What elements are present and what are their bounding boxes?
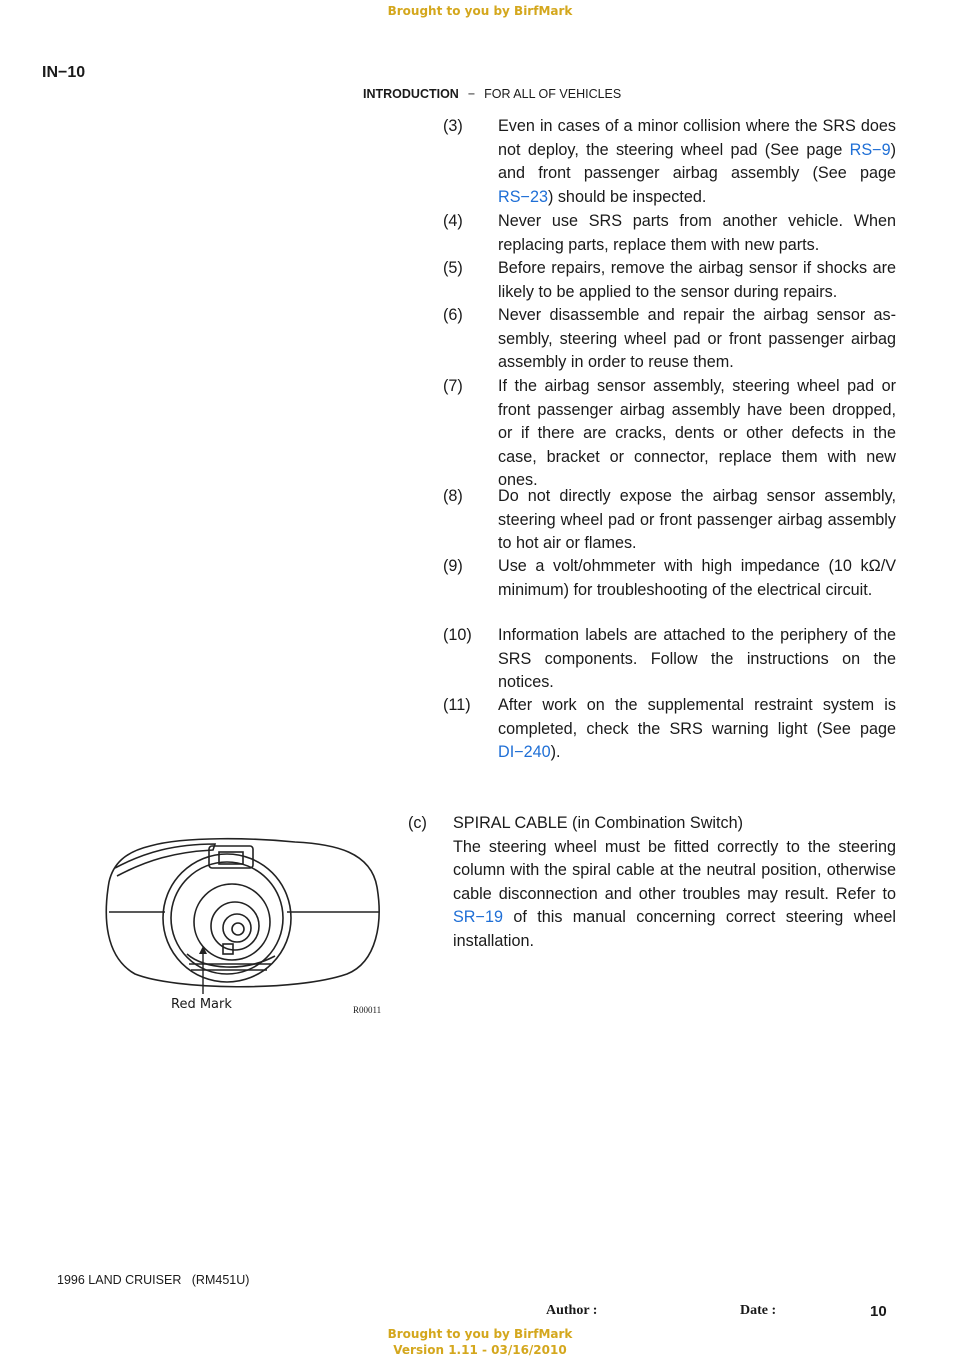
header-subsection: FOR ALL OF VEHICLES xyxy=(484,87,622,101)
spiral-cable-section xyxy=(408,812,896,953)
item-text: After work on the supplemental restraint system is completed, check the SRS warning light (See page DI−240). xyxy=(498,696,896,761)
item-text: Never disassemble and repair the airbag sensor assembly, steering wheel pad or front passenger airbag assembly in order to reuse them. xyxy=(498,306,896,371)
section-title: SPIRAL CABLE (in Combination Switch) xyxy=(453,814,743,832)
item-text: Information labels are attached to the periphery of the SRS components. Follow the instructions on the notices. xyxy=(498,626,896,691)
item-number: (7) xyxy=(443,377,463,395)
header-dash: − xyxy=(467,87,476,101)
watermark-bottom xyxy=(0,1326,960,1358)
item-number: (3) xyxy=(443,117,463,135)
footer-vehicle: 1996 LAND CRUISER (RM451U) xyxy=(57,1273,250,1287)
item-text: Never use SRS parts from another vehicle. When replacing parts, replace them with new parts. xyxy=(498,212,896,254)
item-number: (9) xyxy=(443,557,463,575)
section-paragraph: The steering wheel must be fitted correctly to the steering column with the spiral cable at the neutral position, otherwise cable disconnection and other troubles may result. Refer to SR−19 of this manual concerning correct steering wheel installation. xyxy=(453,837,896,950)
list-item xyxy=(443,375,896,493)
xref-link-di240[interactable]: DI−240 xyxy=(498,743,551,761)
list-item xyxy=(443,210,896,257)
list-item xyxy=(443,257,896,304)
spiral-cable-figure xyxy=(95,822,395,1022)
item-number: (11) xyxy=(443,696,471,714)
list-item xyxy=(443,115,896,209)
section-number: (c) xyxy=(408,814,427,832)
list-item xyxy=(443,304,896,375)
item-number: (4) xyxy=(443,212,463,230)
list-item xyxy=(443,485,896,556)
item-text: Before repairs, remove the airbag sensor if shocks are likely to be applied to the sensor during repairs. xyxy=(498,259,896,301)
item-number: (8) xyxy=(443,487,463,505)
item-number: (6) xyxy=(443,306,463,324)
xref-link-rs23[interactable]: RS−23 xyxy=(498,187,548,206)
list-item xyxy=(443,624,896,695)
item-number: (10) xyxy=(443,626,472,644)
page-header xyxy=(363,87,621,101)
item-text: Use a volt/ohmmeter with high impedance (10 kΩ/V minimum) for troubleshooting of the electrical circuit. xyxy=(498,557,896,599)
item-text: If the airbag sensor assembly, steering wheel pad or front passenger airbag assembly have been dropped, or if there are cracks, dents or other defects in the case, bracket or connector, replace them with new ones. xyxy=(498,377,896,489)
xref-link-sr19[interactable]: SR−19 xyxy=(453,908,503,926)
footer-author: Author : xyxy=(546,1303,598,1318)
footer-page-number: 10 xyxy=(870,1303,887,1320)
list-item xyxy=(443,694,896,765)
list-item xyxy=(443,555,896,602)
page-code: IN−10 xyxy=(42,64,86,81)
item-text: Even in cases of a minor collision where the SRS does not deploy, the steering wheel pad (See page RS−9) and front passenger airbag assembly (See page RS−23) should be inspected. xyxy=(498,117,896,206)
figure-code: R00011 xyxy=(353,1005,382,1015)
watermark-top: Brought to you by BirfMark xyxy=(387,4,573,18)
watermark-bottom-line1: Brought to you by BirfMark xyxy=(387,1327,573,1341)
xref-link-rs9[interactable]: RS−9 xyxy=(849,140,891,159)
watermark-bottom-line2: Version 1.11 - 03/16/2010 xyxy=(393,1343,567,1357)
header-section: INTRODUCTION xyxy=(363,87,459,101)
steering-wheel-illustration xyxy=(95,822,395,1022)
item-text: Do not directly expose the airbag sensor assembly, steering wheel pad or front passenger airbag assembly to hot air or flames. xyxy=(498,487,896,552)
item-number: (5) xyxy=(443,259,463,277)
figure-label: Red Mark xyxy=(171,997,232,1012)
footer-date: Date : xyxy=(740,1303,777,1318)
